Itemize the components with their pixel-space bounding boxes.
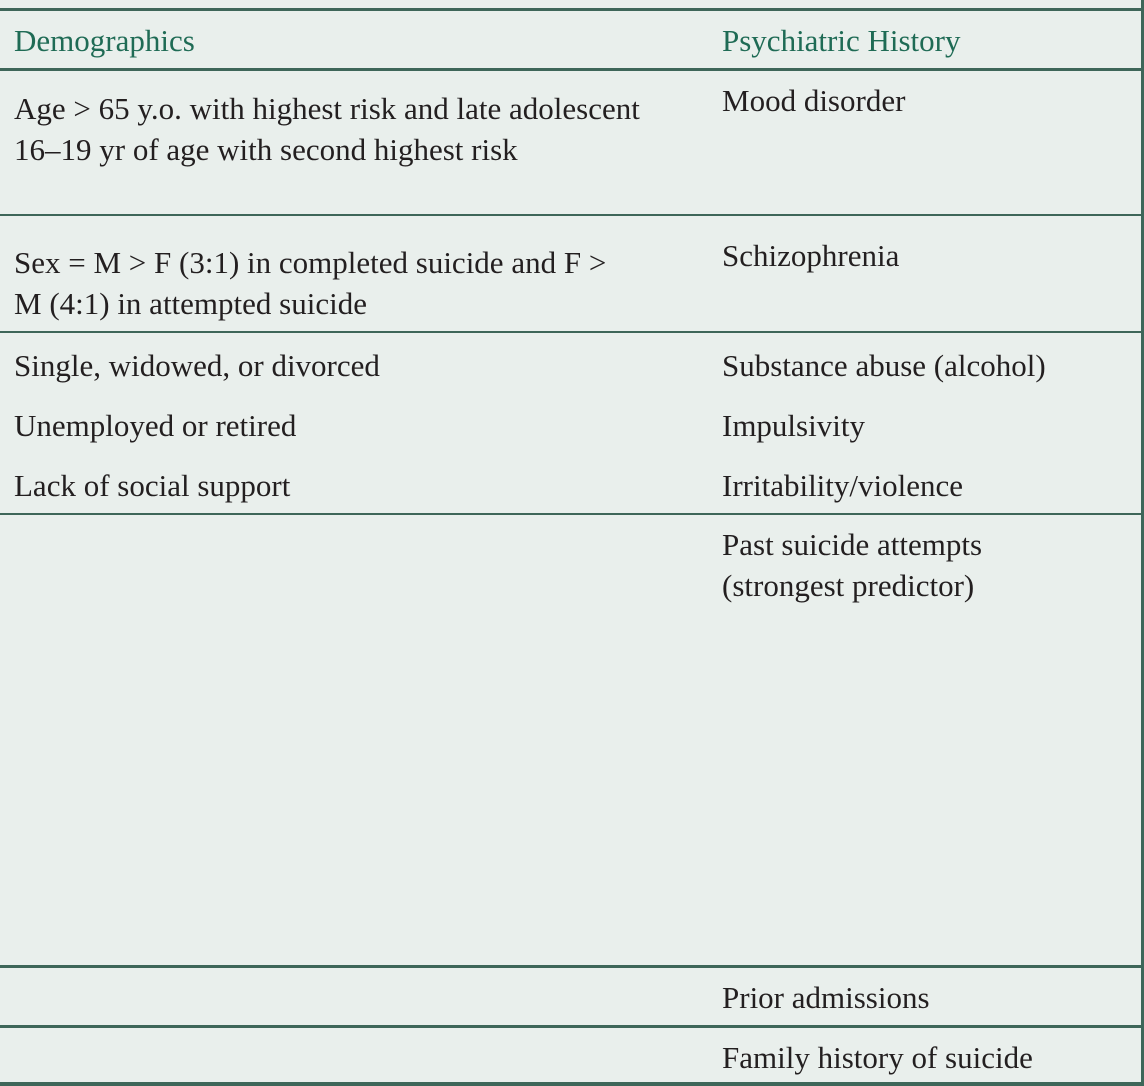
bottom-rule (0, 1082, 1144, 1086)
demographic-sex: Sex = M > F (3:1) in completed suicide and F > M (4:1) in attempted suicide (14, 245, 607, 321)
row-divider (0, 965, 1144, 968)
row-divider (0, 331, 1144, 333)
history-substance-abuse: Substance abuse (alcohol) (722, 348, 1046, 383)
history-irritability: Irritability/violence (722, 468, 964, 503)
demographic-social-support: Lack of social support (14, 468, 291, 503)
history-past-suicide-attempts: Past suicide attempts (strongest predictor) (722, 527, 983, 603)
demographic-age: Age > 65 y.o. with highest risk and late adolescent 16–19 yr of age with second highest risk (14, 91, 640, 167)
history-prior-admissions: Prior admissions (722, 980, 930, 1015)
top-rule (0, 8, 1144, 11)
demographic-marital-status: Single, widowed, or divorced (14, 348, 380, 383)
column-header-demographics: Demographics (14, 23, 195, 58)
column-header-psychiatric-history: Psychiatric History (722, 23, 961, 58)
header-rule (0, 68, 1144, 71)
history-mood-disorder: Mood disorder (722, 83, 906, 118)
history-schizophrenia: Schizophrenia (722, 238, 900, 273)
history-family-suicide: Family history of suicide (722, 1040, 1033, 1075)
row-divider (0, 214, 1144, 216)
row-divider (0, 513, 1144, 515)
demographic-employment: Unemployed or retired (14, 408, 297, 443)
row-divider (0, 1025, 1144, 1028)
history-impulsivity: Impulsivity (722, 408, 865, 443)
